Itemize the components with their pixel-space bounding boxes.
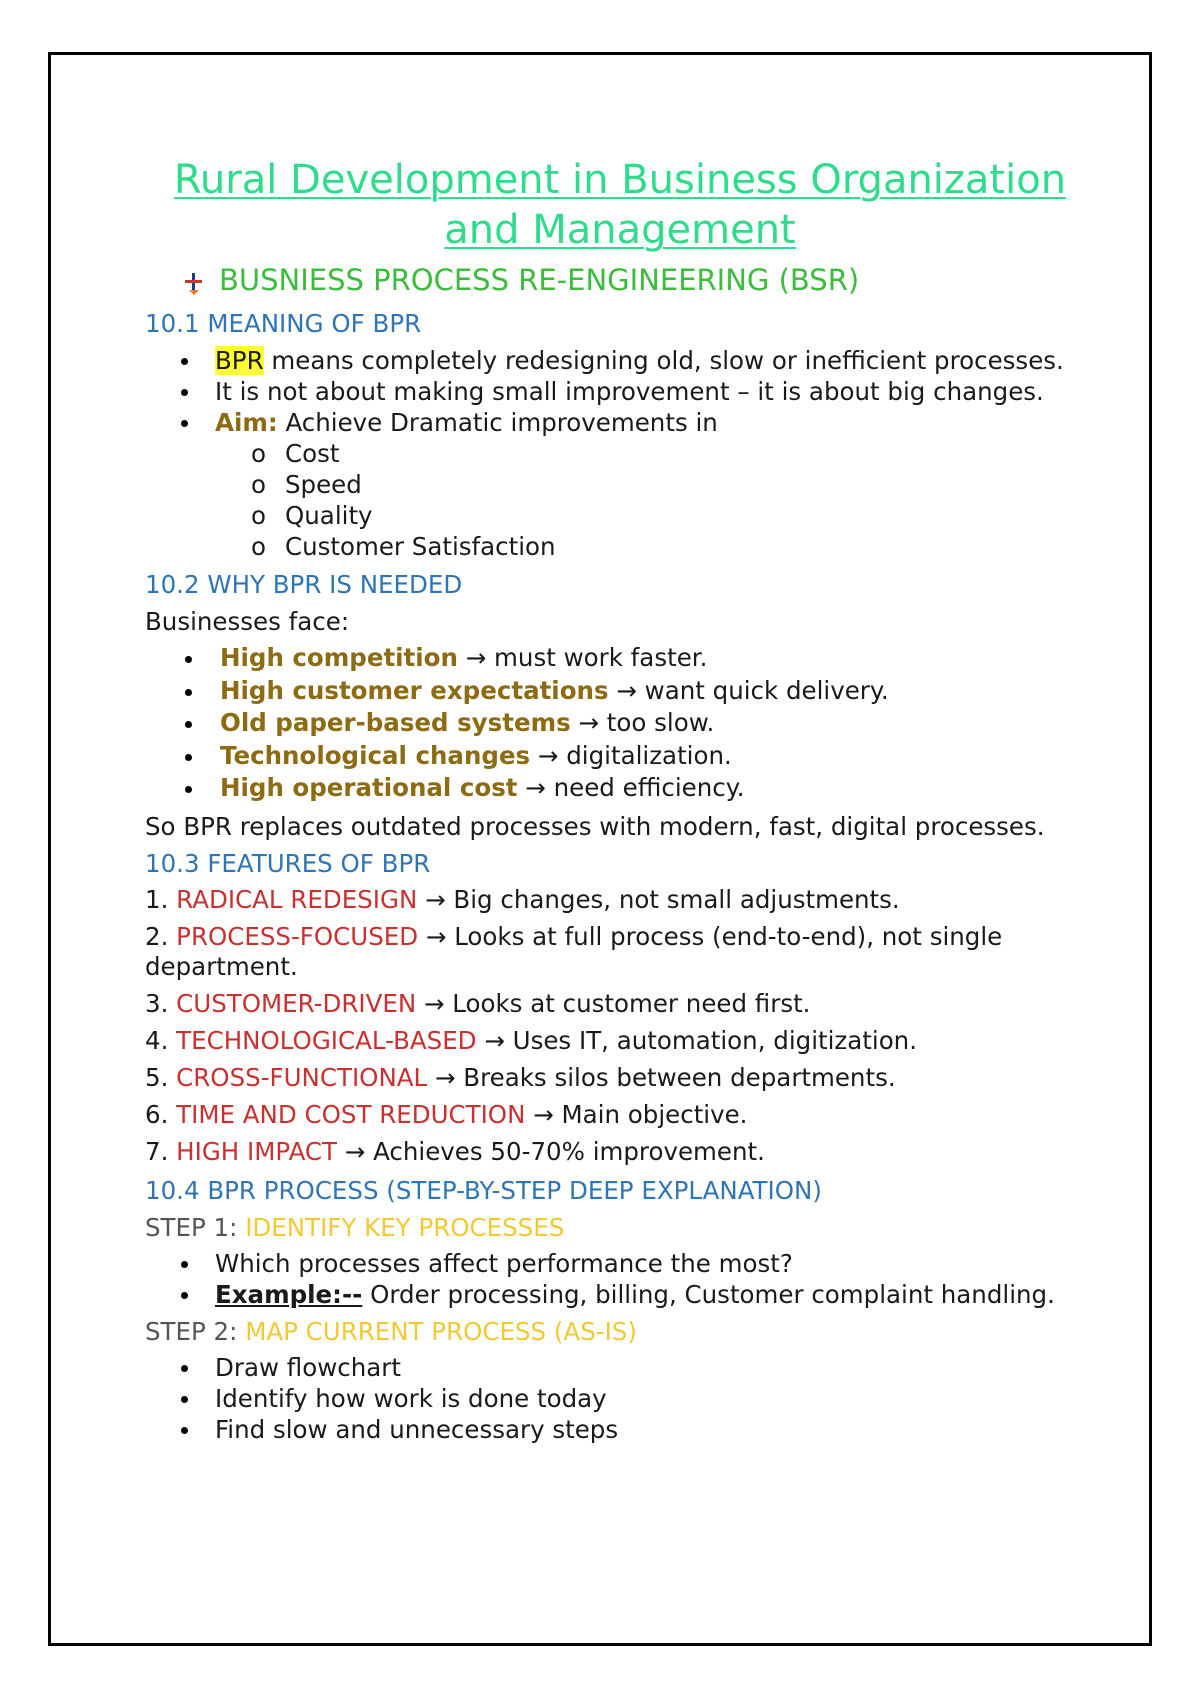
- meaning-list: [145, 345, 1095, 438]
- sub-list-item: o Speed: [251, 470, 362, 499]
- step-2-list: [145, 1352, 1095, 1445]
- title-line-2: and Management: [444, 207, 796, 253]
- title-line-1: Rural Development in Business Organization: [173, 157, 1067, 203]
- bpr-summary-text: So BPR replaces outdated processes with modern, fast, digital processes.: [145, 811, 1045, 841]
- list-item: High competition → must work faster.: [145, 642, 1095, 675]
- feature-item: 6. TIME AND COST REDUCTION → Main objective.: [145, 1099, 748, 1129]
- sub-list-item: o Customer Satisfaction: [251, 532, 556, 561]
- document-page: [48, 52, 1152, 1646]
- list-item: Which processes affect performance the most?: [145, 1248, 1095, 1279]
- step-1-heading: STEP 1: IDENTIFY KEY PROCESSES: [145, 1212, 565, 1242]
- section-heading-10-2: 10.2 WHY BPR IS NEEDED: [145, 570, 463, 599]
- list-item: Technological changes → digitalization.: [145, 740, 1095, 773]
- feature-item: 4. TECHNOLOGICAL-BASED → Uses IT, automation, digitization.: [145, 1025, 918, 1055]
- section-heading-10-3: 10.3 FEATURES OF BPR: [145, 848, 431, 878]
- list-item: Identify how work is done today: [145, 1383, 1095, 1414]
- section-heading-10-4: 10.4 BPR PROCESS (STEP-BY-STEP DEEP EXPLANATION): [145, 1175, 822, 1205]
- feature-item: 3. CUSTOMER-DRIVEN → Looks at customer need first.: [145, 988, 811, 1018]
- businesses-face-text: Businesses face:: [145, 607, 350, 636]
- example-label: Example:--: [215, 1279, 363, 1309]
- list-item: High operational cost → need efficiency.: [145, 772, 1095, 805]
- reasons-list: [145, 642, 1095, 805]
- bpr-highlight: BPR: [215, 346, 264, 375]
- sub-list-item: o Quality: [251, 501, 373, 530]
- step-2-heading: STEP 2: MAP CURRENT PROCESS (AS-IS): [145, 1316, 637, 1346]
- features-list: [145, 885, 1095, 1167]
- list-item: Example:-- Order processing, billing, Customer complaint handling.: [145, 1279, 1095, 1310]
- list-item: Draw flowchart: [145, 1352, 1095, 1383]
- feature-item: 5. CROSS-FUNCTIONAL → Breaks silos between departments.: [145, 1062, 896, 1092]
- sub-list-item: o Cost: [251, 439, 340, 468]
- aim-sublist: [145, 438, 1095, 562]
- list-item: It is not about making small improvement – it is about big changes.: [145, 376, 1095, 407]
- document-title: [145, 155, 1095, 255]
- bsr-heading-text: BUSNIESS PROCESS RE-ENGINEERING (BSR): [219, 263, 860, 297]
- document-content: [145, 155, 1095, 1451]
- bsr-heading: [181, 261, 1095, 299]
- aim-term: Aim:: [215, 408, 278, 437]
- feature-item: 7. HIGH IMPACT → Achieves 50-70% improvement.: [145, 1136, 765, 1166]
- list-item: Old paper-based systems → too slow.: [145, 707, 1095, 740]
- list-item: Find slow and unnecessary steps: [145, 1414, 1095, 1445]
- step-1-list: [145, 1248, 1095, 1310]
- arrow-bullet-icon: [181, 267, 207, 293]
- list-item: BPR means completely redesigning old, slow or inefficient processes.: [145, 345, 1095, 376]
- list-item: Aim: Achieve Dramatic improvements in: [145, 407, 1095, 438]
- list-item: High customer expectations → want quick delivery.: [145, 675, 1095, 708]
- feature-item: 1. RADICAL REDESIGN → Big changes, not small adjustments.: [145, 884, 900, 914]
- section-heading-10-1: 10.1 MEANING OF BPR: [145, 309, 422, 338]
- feature-item: 2. PROCESS-FOCUSED → Looks at full process (end-to-end), not single department.: [145, 921, 1003, 981]
